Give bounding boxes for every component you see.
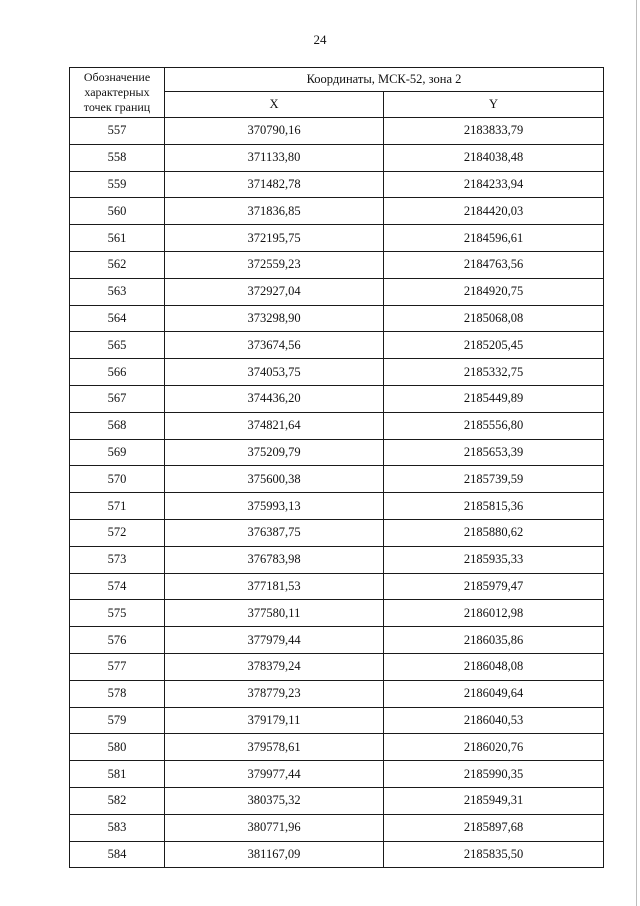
y-coordinate-cell: 2186012,98 [384, 600, 604, 627]
point-id-cell: 583 [70, 814, 165, 841]
x-coordinate-cell: 378379,24 [165, 653, 384, 680]
page-number: 24 [313, 32, 327, 47]
point-id-cell: 576 [70, 627, 165, 654]
y-coordinate-cell: 2185068,08 [384, 305, 604, 332]
table-row [70, 493, 604, 520]
point-id-cell: 564 [70, 305, 165, 332]
x-coordinate-cell: 372195,75 [165, 225, 384, 252]
header-y: Y [384, 92, 604, 118]
point-id-cell: 563 [70, 278, 165, 305]
coordinates-table [69, 67, 604, 868]
table-row [70, 814, 604, 841]
y-coordinate-cell: 2186035,86 [384, 627, 604, 654]
y-coordinate-cell: 2185835,50 [384, 841, 604, 868]
y-coordinate-cell: 2184920,75 [384, 278, 604, 305]
table-body [70, 118, 604, 868]
y-coordinate-cell: 2185979,47 [384, 573, 604, 600]
point-id-cell: 568 [70, 412, 165, 439]
x-coordinate-cell: 377580,11 [165, 600, 384, 627]
x-coordinate-cell: 373674,56 [165, 332, 384, 359]
y-coordinate-cell: 2184233,94 [384, 171, 604, 198]
table-row [70, 519, 604, 546]
y-coordinate-cell: 2185556,80 [384, 412, 604, 439]
x-coordinate-cell: 372559,23 [165, 251, 384, 278]
point-id-cell: 573 [70, 546, 165, 573]
table-row [70, 787, 604, 814]
table-row [70, 653, 604, 680]
x-coordinate-cell: 376387,75 [165, 519, 384, 546]
point-id-cell: 565 [70, 332, 165, 359]
point-id-cell: 578 [70, 680, 165, 707]
table-row [70, 278, 604, 305]
table-row [70, 707, 604, 734]
x-coordinate-cell: 380375,32 [165, 787, 384, 814]
point-id-cell: 571 [70, 493, 165, 520]
point-id-cell: 572 [70, 519, 165, 546]
y-coordinate-cell: 2185815,36 [384, 493, 604, 520]
scan-edge-line [636, 0, 637, 906]
table-row [70, 573, 604, 600]
x-coordinate-cell: 371482,78 [165, 171, 384, 198]
y-coordinate-cell: 2185990,35 [384, 761, 604, 788]
x-coordinate-cell: 378779,23 [165, 680, 384, 707]
table-row [70, 466, 604, 493]
table-row [70, 412, 604, 439]
point-id-cell: 560 [70, 198, 165, 225]
table-row [70, 251, 604, 278]
table-row [70, 734, 604, 761]
x-coordinate-cell: 374821,64 [165, 412, 384, 439]
x-coordinate-cell: 371836,85 [165, 198, 384, 225]
header-point-designation: Обозначение характерных точек границ [70, 68, 165, 118]
point-id-cell: 566 [70, 359, 165, 386]
table-row [70, 680, 604, 707]
point-id-cell: 569 [70, 439, 165, 466]
point-id-cell: 559 [70, 171, 165, 198]
point-id-cell: 574 [70, 573, 165, 600]
x-coordinate-cell: 370790,16 [165, 118, 384, 145]
table-row [70, 359, 604, 386]
table-row [70, 118, 604, 145]
x-coordinate-cell: 379578,61 [165, 734, 384, 761]
y-coordinate-cell: 2186020,76 [384, 734, 604, 761]
x-coordinate-cell: 375993,13 [165, 493, 384, 520]
x-coordinate-cell: 375600,38 [165, 466, 384, 493]
y-coordinate-cell: 2185880,62 [384, 519, 604, 546]
y-coordinate-cell: 2185653,39 [384, 439, 604, 466]
y-coordinate-cell: 2185935,33 [384, 546, 604, 573]
table-row [70, 439, 604, 466]
table-row [70, 171, 604, 198]
point-id-cell: 584 [70, 841, 165, 868]
y-coordinate-cell: 2185739,59 [384, 466, 604, 493]
x-coordinate-cell: 379179,11 [165, 707, 384, 734]
point-id-cell: 580 [70, 734, 165, 761]
table-row [70, 225, 604, 252]
point-id-cell: 562 [70, 251, 165, 278]
x-coordinate-cell: 379977,44 [165, 761, 384, 788]
y-coordinate-cell: 2185332,75 [384, 359, 604, 386]
x-coordinate-cell: 372927,04 [165, 278, 384, 305]
point-id-cell: 577 [70, 653, 165, 680]
point-id-cell: 570 [70, 466, 165, 493]
x-coordinate-cell: 380771,96 [165, 814, 384, 841]
table-row [70, 600, 604, 627]
point-id-cell: 579 [70, 707, 165, 734]
table-row [70, 332, 604, 359]
header-coordinates-system: Координаты, МСК-52, зона 2 [165, 68, 604, 92]
point-id-cell: 582 [70, 787, 165, 814]
y-coordinate-cell: 2185205,45 [384, 332, 604, 359]
y-coordinate-cell: 2185949,31 [384, 787, 604, 814]
table-row [70, 305, 604, 332]
x-coordinate-cell: 373298,90 [165, 305, 384, 332]
table-row [70, 198, 604, 225]
x-coordinate-cell: 375209,79 [165, 439, 384, 466]
y-coordinate-cell: 2186049,64 [384, 680, 604, 707]
y-coordinate-cell: 2186040,53 [384, 707, 604, 734]
point-id-cell: 567 [70, 385, 165, 412]
x-coordinate-cell: 377181,53 [165, 573, 384, 600]
y-coordinate-cell: 2184420,03 [384, 198, 604, 225]
point-id-cell: 558 [70, 144, 165, 171]
table-row [70, 546, 604, 573]
header-x: X [165, 92, 384, 118]
point-id-cell: 557 [70, 118, 165, 145]
x-coordinate-cell: 374436,20 [165, 385, 384, 412]
y-coordinate-cell: 2184038,48 [384, 144, 604, 171]
x-coordinate-cell: 371133,80 [165, 144, 384, 171]
table-row [70, 627, 604, 654]
y-coordinate-cell: 2185449,89 [384, 385, 604, 412]
table-row [70, 761, 604, 788]
point-id-cell: 561 [70, 225, 165, 252]
y-coordinate-cell: 2184596,61 [384, 225, 604, 252]
x-coordinate-cell: 377979,44 [165, 627, 384, 654]
table-row [70, 841, 604, 868]
y-coordinate-cell: 2185897,68 [384, 814, 604, 841]
x-coordinate-cell: 374053,75 [165, 359, 384, 386]
x-coordinate-cell: 381167,09 [165, 841, 384, 868]
x-coordinate-cell: 376783,98 [165, 546, 384, 573]
point-id-cell: 581 [70, 761, 165, 788]
y-coordinate-cell: 2183833,79 [384, 118, 604, 145]
y-coordinate-cell: 2186048,08 [384, 653, 604, 680]
table-row [70, 144, 604, 171]
y-coordinate-cell: 2184763,56 [384, 251, 604, 278]
table-row [70, 385, 604, 412]
point-id-cell: 575 [70, 600, 165, 627]
